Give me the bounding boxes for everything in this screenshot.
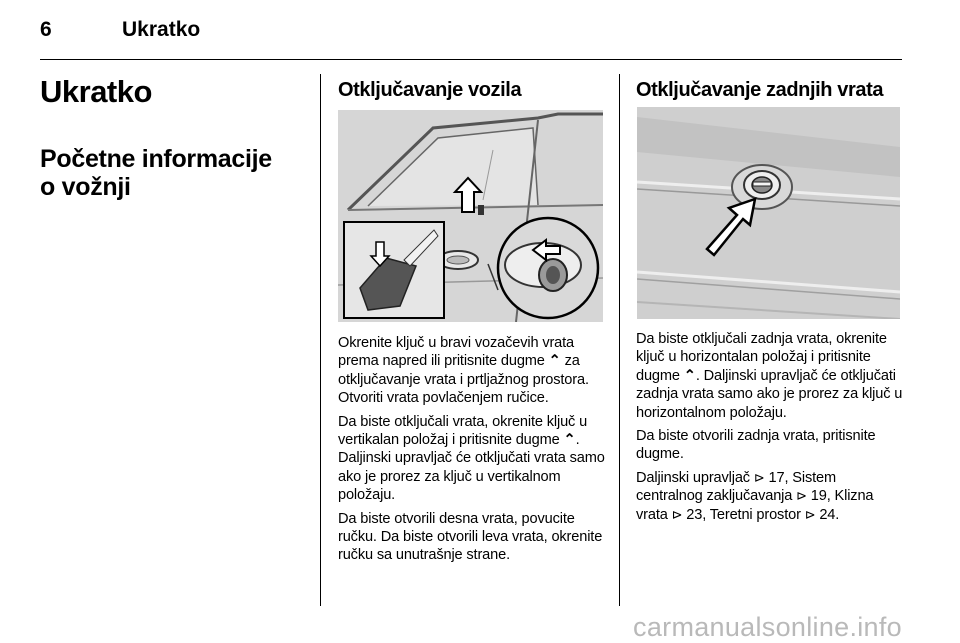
column-intro (40, 74, 310, 201)
text-run: Daljinski upravljač (636, 469, 754, 486)
text-run: Da biste otključali zadnja vrata, okrenite ključ u horizontalan položaj i pritisnite dugme (636, 331, 887, 384)
section-title: Ukratko (40, 74, 152, 109)
door-unlock-illustration (338, 110, 603, 322)
page-reference-icon: ⊳ (671, 506, 683, 522)
unlock-vehicle-text (338, 334, 606, 570)
rear-door-unlock-illustration (637, 107, 900, 319)
text-run: . Daljinski upravljač će otključati zadnja vrata samo ako je prorez za ključ u horizontalnom položaju. (636, 367, 903, 421)
column-unlock-rear-doors (636, 74, 906, 106)
text-run: Da biste otključali vrata, okrenite ključ u vertikalan položaj i pritisnite dugme (338, 413, 588, 449)
paragraph (338, 510, 606, 565)
page-header (40, 14, 902, 54)
unlock-rear-doors-text (636, 330, 906, 529)
column-divider-1 (320, 74, 321, 606)
unlock-button-icon: ⌃ (683, 367, 696, 384)
text-run: Da biste otvorili desna vrata, povucite ručku. Da biste otvorili leva vrata, okrenite ručku sa unutrašnje strane. (338, 510, 603, 564)
column-divider-2 (619, 74, 620, 606)
watermark: carmanualsonline.info (633, 612, 902, 642)
unlock-rear-doors-heading: Otključavanje zadnjih vrata (636, 79, 884, 101)
paragraph (338, 334, 606, 408)
door-unlock-drawing (338, 110, 603, 322)
text-run: Okrenite ključ u bravi vozačevih vrata prema napred ili pritisnite dugme (338, 335, 575, 370)
subsection-title (40, 145, 310, 201)
subsection-title-line1: Početne informacije (40, 145, 272, 173)
page-reference-icon: ⊳ (753, 469, 765, 485)
text-run: , Klizna vrata (636, 488, 874, 523)
page-reference-link[interactable]: 23 (686, 506, 703, 523)
page-reference-icon: ⊳ (796, 488, 807, 504)
rear-door-drawing (637, 107, 900, 319)
unlock-button-icon: ⌃ (563, 432, 576, 449)
page-reference-link[interactable]: 24 (819, 506, 836, 523)
paragraph (636, 427, 906, 464)
page-number: 6 (40, 18, 52, 41)
text-run: , Sistem centralnog zaključavanja (636, 469, 836, 505)
paragraph (636, 469, 906, 524)
page-reference-link[interactable]: 19 (810, 488, 827, 505)
header-rule (40, 59, 902, 60)
running-title: Ukratko (122, 18, 201, 41)
column-unlock-vehicle (338, 74, 608, 106)
paragraph (636, 330, 906, 422)
text-run: Da biste otvorili zadnja vrata, pritisnite dugme. (636, 428, 876, 463)
unlock-vehicle-heading: Otključavanje vozila (338, 79, 522, 101)
text-run: za otključavanje vrata i prtljažnog prostora. Otvoriti vrata povlačenjem ručice. (338, 353, 589, 407)
text-run: . Daljinski upravljač će otključati vrata samo ako je prorez za ključ u vertikalnom položaju. (338, 432, 605, 504)
page-reference-link[interactable]: 17 (768, 469, 785, 486)
subsection-title-line2: o vožnji (40, 173, 131, 201)
paragraph (338, 413, 606, 505)
text-run: , Teretni prostor (702, 506, 805, 523)
text-run: . (835, 506, 840, 523)
unlock-button-icon: ⌃ (548, 353, 561, 370)
page-reference-icon: ⊳ (804, 506, 816, 522)
